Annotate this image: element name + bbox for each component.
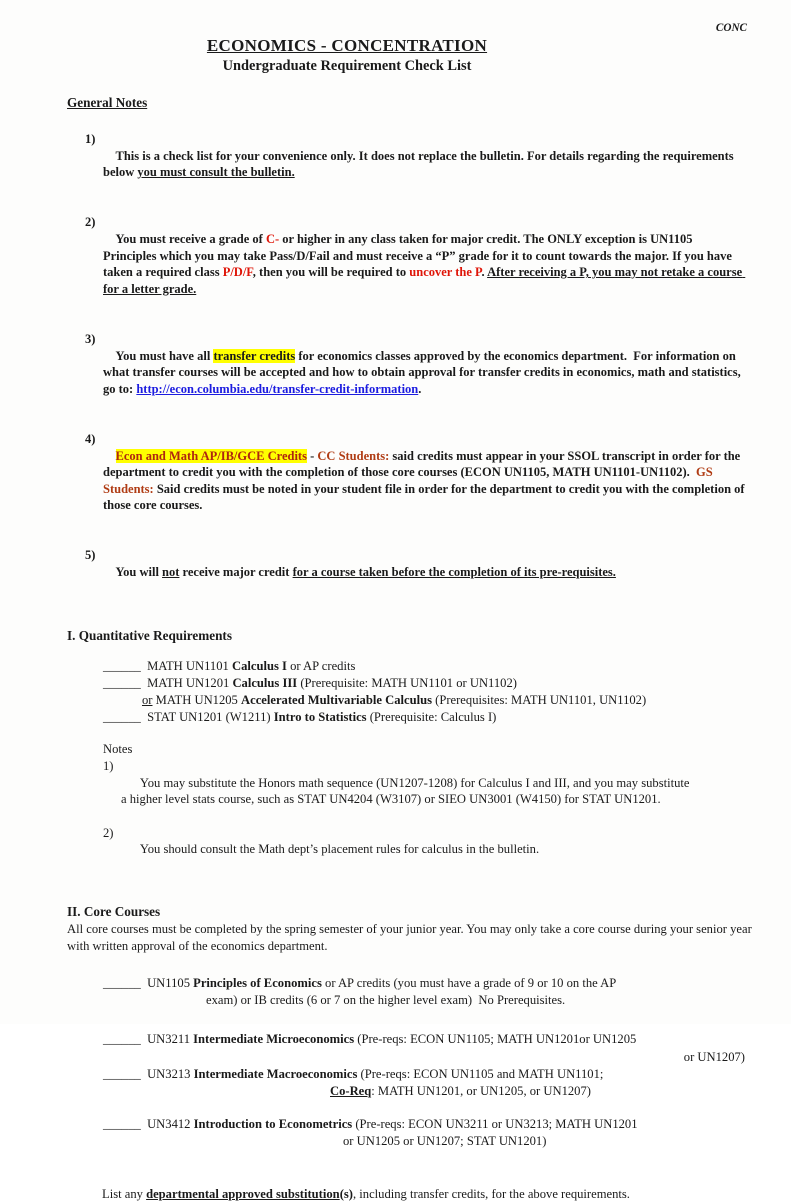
text-run: ______ MATH UN1101	[103, 659, 232, 674]
text-run: ______ STAT UN1201 (W1211)	[103, 710, 274, 725]
list-number: 2)	[85, 215, 96, 230]
text-run: Intermediate Microeconomics	[193, 1032, 355, 1047]
course-row-math-un1201	[0, 675, 791, 692]
text-run: ______ UN3213	[103, 1066, 194, 1081]
text-run: Principles of Economics	[193, 976, 322, 990]
text-run: (Pre-reqs: ECON UN1105; MATH UN1201or UN1205	[354, 1032, 637, 1047]
note-text: You may substitute the Honors math sequence (UN1207-1208) for Calculus I and III, and you may substitute a higher level stats course, such as STAT UN4204 (W3107) or SIEO UN3001 (W4150) for STAT UN1201.	[121, 775, 693, 807]
text-run: Introduction to Econometrics	[193, 1117, 353, 1132]
text-run: or AP credits (you must have a grade of 9 or 10 on the AP	[321, 976, 617, 990]
list-number: 2)	[103, 825, 114, 840]
text-run: .	[481, 265, 488, 280]
course-row-math-un1205	[0, 692, 791, 709]
text-run: ______ MATH UN1201	[103, 676, 233, 691]
text-run: ______ UN3412	[103, 1117, 194, 1132]
text-run: .	[418, 381, 422, 396]
text-run: or AP credits	[286, 659, 356, 674]
list-number: 1)	[85, 132, 96, 146]
core-courses-heading: II. Core Courses	[67, 904, 161, 920]
page-subtitle: Undergraduate Requirement Check List	[222, 58, 472, 74]
general-note-2	[0, 214, 791, 314]
text-run: receive major credit	[179, 565, 293, 580]
text-run: , then you will be required to	[252, 265, 410, 280]
text-run: (Prerequisite: MATH UN1101 or UN1102)	[297, 676, 517, 691]
course-line	[103, 1031, 745, 1048]
core-courses-intro: All core courses must be completed by the spring semester of your junior year. You may only take a core course during your senior year with written approval of the economics department.	[67, 922, 752, 954]
note-text	[103, 149, 737, 180]
notes-heading: Notes	[103, 742, 133, 757]
general-note-3	[0, 331, 791, 414]
text-run: Accelerated Multivariable Calculus	[241, 693, 432, 708]
course-line	[103, 1116, 745, 1133]
list-number: 5)	[85, 548, 96, 563]
title-block	[0, 0, 694, 75]
text-run: (s)	[339, 1186, 353, 1201]
text-run: : MATH UN1201, or UN1205, or UN1207)	[371, 1084, 591, 1099]
course-line	[330, 1083, 745, 1100]
text-run: departmental approved substitution	[146, 1186, 340, 1201]
text-run: CC Students:	[317, 448, 390, 463]
list-number: 3)	[85, 331, 96, 346]
text-run: List any	[102, 1186, 147, 1201]
text-run: P/D/F	[222, 265, 253, 280]
text-run: uncover the P	[409, 265, 482, 280]
text-run: Intermediate Macroeconomics	[193, 1066, 358, 1081]
text-run: Econ and Math AP/IB/GCE Credits	[115, 448, 307, 463]
text-run: ______ UN1105	[103, 976, 194, 990]
text-run: (Pre-reqs: ECON UN1105 and MATH UN1101;	[357, 1066, 604, 1081]
text-run: You must have all	[115, 348, 214, 363]
text-run: GS Students:	[103, 465, 716, 496]
course-row-un1105	[0, 975, 791, 1009]
text-run: or	[142, 693, 153, 708]
text-run: exam) or IB credits (6 or 7 on the higher level exam) No Prerequisites.	[206, 993, 566, 1008]
course-row-stat-un1201	[0, 709, 791, 726]
page-title: ECONOMICS - CONCENTRATION	[206, 36, 488, 55]
general-note-4	[0, 431, 791, 531]
text-run: Intro to Statistics	[273, 710, 367, 725]
general-note-1	[0, 131, 791, 197]
text-run: you must consult the bulletin.	[137, 165, 295, 180]
quant-note-2	[103, 825, 791, 875]
text-run: MATH UN1205	[152, 693, 242, 708]
course-row-math-un1101	[0, 658, 791, 675]
text-run: (Prerequisites: MATH UN1101, UN1102)	[431, 693, 647, 708]
core-course-list	[0, 975, 791, 1151]
course-line	[343, 1133, 745, 1150]
note-text	[103, 349, 744, 396]
course-line	[206, 992, 745, 1009]
corner-label: CONC	[715, 22, 747, 34]
text-run: Said credits must be noted in your student file in order for the department to credit you with the completion of those core courses.	[103, 481, 748, 513]
text-run: Co-Req	[330, 1084, 372, 1099]
text-run: You must receive a grade of	[115, 231, 266, 246]
note-text: You should consult the Math dept’s placement rules for calculus in the bulletin.	[139, 842, 540, 857]
text-run: (Prerequisite: Calculus I)	[366, 710, 497, 725]
course-line	[103, 1049, 745, 1066]
text-run: or higher in any class taken for major credit. The ONLY exception is UN1105 Principles which you may take Pass/D/Fail and must receive a “P” grade for it to count towards the major. If you have taken a required class	[103, 231, 736, 280]
text-run: , including transfer credits, for the above requirements.	[352, 1186, 630, 1201]
text-run: said credits must appear in your SSOL transcript in order for the department to credit you with the completion of those core courses (ECON UN1105, MATH UN1101-UN1102).	[103, 448, 744, 480]
note-text	[103, 232, 745, 296]
general-notes-heading: General Notes	[67, 95, 148, 110]
general-note-5	[0, 547, 791, 597]
course-line	[103, 975, 745, 992]
text-run: You will	[115, 565, 163, 580]
text-run: (Pre-reqs: ECON UN3211 or UN3213; MATH UN1201	[352, 1117, 638, 1132]
note-text	[116, 565, 616, 579]
quantitative-requirements-heading: I. Quantitative Requirements	[67, 628, 232, 644]
note-text	[103, 449, 748, 513]
quantitative-notes	[0, 741, 791, 874]
text-run: for economics classes approved by the economics department. For information on what transfer courses will be accepted and how to obtain approval for transfer credits in economics, math and statistics, go to:	[103, 348, 744, 396]
quant-note-1	[103, 758, 791, 824]
text-run: C-	[265, 231, 280, 246]
text-run: -	[306, 448, 318, 463]
list-number: 1)	[103, 759, 114, 774]
course-row-un3213	[0, 1066, 791, 1100]
text-run: This is a check list for your convenience only. It does not replace the bulletin. For details regarding the requirements below	[103, 148, 737, 180]
transfer-credit-link[interactable]: http://econ.columbia.edu/transfer-credit-information	[136, 381, 419, 396]
text-run: After receiving a P, you may not retake a course for a letter grade.	[103, 265, 746, 296]
list-number: 4)	[85, 431, 96, 446]
course-row-un3211	[0, 1031, 791, 1065]
substitution-instruction	[0, 1186, 791, 1203]
text-run: ______ UN3211	[103, 1032, 194, 1047]
text-run: transfer credits	[213, 348, 296, 363]
course-row-un3412	[0, 1116, 791, 1150]
text-run: or UN1207)	[683, 1049, 745, 1064]
text-run: Calculus III	[232, 676, 298, 691]
text-run: Calculus I	[231, 659, 287, 674]
quantitative-course-list	[0, 658, 791, 726]
text-run: or UN1205 or UN1207; STAT UN1201)	[343, 1134, 547, 1149]
course-line	[103, 1066, 745, 1083]
text-run: not	[162, 565, 180, 580]
text-run: for a course taken before the completion of its pre-requisites.	[292, 565, 616, 580]
